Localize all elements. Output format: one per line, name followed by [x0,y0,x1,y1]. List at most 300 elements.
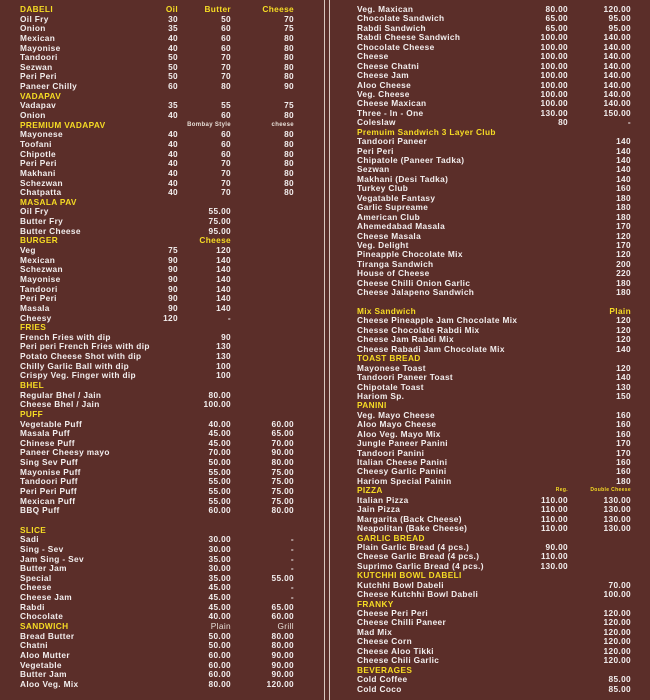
item-name: Vadapav [20,100,57,111]
item-price: 160 [616,409,631,420]
item-price: 120.00 [603,636,631,647]
item-price: 130 [216,341,231,352]
item-price: 50 [221,13,231,24]
item-price: 40 [168,138,178,149]
item-price: 45.00 [208,601,231,612]
item-price: 110.00 [540,551,568,562]
item-price: 80.00 [271,505,294,516]
item-price: 30.00 [208,534,231,545]
item-price: 140 [616,173,631,184]
item-price: 40 [168,32,178,43]
item-name: Chatpatta [20,187,62,198]
section-header [0,236,325,246]
item-price: 90 [168,293,178,304]
item-name: Onion [20,110,46,121]
item-name: Chocolate Cheese [357,41,435,52]
menu-item [0,400,325,410]
item-price: - [290,543,294,554]
item-price: 160 [616,428,631,439]
item-name: Cheese Kutchhi Bowl Dabeli [357,589,479,600]
item-name: Chesse Chocolate Rabdi Mix [357,324,480,335]
item-name: Peri peri French Fries with dip [20,341,150,352]
item-name: Cheese Jam [357,70,409,81]
item-name: Onion [20,23,46,34]
item-price: 130.00 [603,523,631,534]
item-price: 55.00 [208,495,231,506]
column-label: Double Cheese [590,487,631,494]
item-name: Sezwan [20,61,53,72]
item-name: Cheese [357,51,389,62]
column-label: Reg. [555,487,568,494]
item-price: 140.00 [603,98,631,109]
item-price: 70 [221,167,231,178]
item-price: - [290,592,294,603]
item-price: 80.00 [271,630,294,641]
section-title: KUTCHHI BOWL DABELI [357,570,462,581]
item-name: Veg. Maxican [357,4,414,14]
section-title: BEVERAGES [357,664,413,675]
item-price: 140 [216,273,231,284]
item-price: 80 [284,42,294,53]
section-title: FRANKY [357,598,394,609]
item-name: Margarita (Back Cheese) [357,513,462,524]
section-title: Premuim Sandwich 3 Layer Club [357,126,496,137]
item-name: Vegetable Puff [20,418,83,429]
item-name: Mexican Puff [20,495,76,506]
item-price: 120 [616,334,631,345]
section-title: DABELI [20,4,53,14]
item-price: 80 [284,187,294,198]
item-name: Veg [20,245,36,256]
item-price: 140.00 [603,41,631,52]
item-price: 75.00 [271,486,294,497]
item-name: Schezwan [20,264,63,275]
item-price: 70.00 [271,437,294,448]
item-name: Cheese Pineapple Jam Chocolate Mix [357,315,518,326]
item-name: Chipotale Toast [357,381,424,392]
item-price: 180 [616,211,631,222]
item-name: Crispy Veg. Finger with dip [20,370,136,381]
item-price: 140.00 [603,51,631,62]
item-name: Butter Cheese [20,225,81,236]
item-price: 100.00 [203,399,231,410]
menu-right-column [330,5,650,694]
item-price: 40 [168,158,178,169]
item-price: 130.00 [603,513,631,524]
item-name: Mayonise [20,273,61,284]
column-label: Cheese [262,4,294,14]
item-price: 90 [168,273,178,284]
section-title: VADAPAV [20,90,62,101]
item-price: 140.00 [603,88,631,99]
item-name: French Fries with dip [20,331,111,342]
item-price: 140.00 [603,60,631,71]
column-label: Butter [204,4,231,14]
item-price: 120.00 [266,678,294,689]
item-name: Makhani [20,167,56,178]
item-name: Schezwan [20,177,63,188]
item-name: Mayonese [20,129,63,140]
item-price: 60.00 [208,669,231,680]
item-name: Peri Peri [20,293,57,304]
item-name: Mayonise [20,42,61,53]
section-title: TOAST BREAD [357,353,421,364]
item-price: 80 [284,138,294,149]
item-name: Peri Peri [20,158,57,169]
column-label: cheese [271,121,294,128]
item-price: 140.00 [603,32,631,43]
item-name: Kutchhi Bowl Dabeli [357,579,444,590]
item-price: 120 [616,249,631,260]
item-name: Masala [20,302,50,313]
item-price: 35.00 [208,572,231,583]
item-price: 80 [284,61,294,72]
item-name: Cheese Chilli Onion Garlic [357,277,471,288]
item-price: 45.00 [208,428,231,439]
item-price: 120.00 [603,645,631,656]
menu-item [0,371,325,381]
item-name: Cheesy Garlic Panini [357,466,447,477]
item-price: 140 [616,155,631,165]
item-price: - [290,534,294,545]
item-price: 140 [216,283,231,294]
item-price: 100.00 [540,98,568,109]
item-price: 130 [616,381,631,392]
item-price: 70.00 [608,579,631,590]
item-name: Bread Butter [20,630,75,641]
item-price: 140 [616,164,631,175]
item-name: Veg. Cheese [357,88,410,99]
item-name: Oil Fry [20,13,49,24]
item-price: - [290,582,294,593]
item-name: Sezwan [357,164,390,175]
item-price: 70 [221,61,231,72]
item-name: Neapolitan (Bake Cheese) [357,523,468,534]
item-price: 40 [168,42,178,53]
item-price: 130.00 [603,494,631,505]
item-price: 140 [216,302,231,313]
item-name: Oil Fry [20,206,49,217]
item-price: - [290,563,294,574]
item-price: 120 [616,230,631,241]
column-label: Plain [609,306,631,316]
item-name: Sadi [20,534,39,545]
item-price: 180 [616,475,631,486]
item-price: 90 [221,331,231,342]
item-name: Cheese Chili Garlic [357,655,440,666]
item-name: Cheese Chatni [357,60,420,71]
item-price: 130.00 [540,560,568,571]
item-name: Aloo Mayo Cheese [357,419,437,430]
item-name: Aloo Veg. Mix [20,678,79,689]
item-price: 140 [216,264,231,275]
item-price: 45.00 [208,437,231,448]
item-price: 180 [616,192,631,203]
item-name: Cheese Aloo Tikki [357,645,434,656]
item-price: 80 [284,148,294,159]
item-name: Peri Peri [20,71,57,82]
menu-item [0,101,325,111]
item-price: 55.00 [271,572,294,583]
item-price: 75 [168,245,178,256]
item-name: Chilly Garlic Ball with dip [20,360,130,371]
item-price: 60 [221,32,231,43]
section-title: BURGER [20,235,59,246]
item-price: 140 [216,254,231,265]
item-name: Cheese Masala [357,230,422,241]
column-label: Bombay Style [187,121,231,128]
section-title: SANDWICH [20,621,69,631]
item-name: Rabdi Cheese Sandwich [357,32,461,43]
item-price: 160 [616,457,631,467]
item-price: 40 [168,129,178,140]
item-price: 60.00 [208,505,231,516]
spacer [0,516,325,526]
item-price: 90.00 [545,541,568,552]
item-price: 140 [616,136,631,147]
item-price: 170 [616,221,631,232]
item-price: 55.00 [208,466,231,477]
item-price: 40 [168,187,178,198]
item-name: Mexican [20,32,56,43]
item-name: Vegetable [20,659,62,670]
item-price: 80 [221,81,231,92]
item-name: Mayonise Puff [20,466,81,477]
item-price: 90 [168,302,178,313]
item-name: Cheesy [20,312,52,323]
item-price: 110.00 [540,494,568,505]
item-price: 140.00 [603,79,631,90]
item-name: Cheese Jam Rabdi Mix [357,334,454,345]
item-name: Mayonese Toast [357,362,426,373]
item-price: 100 [216,370,231,381]
item-name: Sing Sev Puff [20,457,79,468]
item-price: 100.00 [603,589,631,600]
column-label: Grill [277,621,294,631]
item-name: Italian Cheese Panini [357,457,448,467]
item-price: 80 [284,129,294,140]
item-name: Tandoori [20,283,58,294]
item-name: Cheese Maxican [357,98,427,109]
item-price: 65.00 [545,22,568,33]
item-price: 50.00 [208,630,231,641]
item-price: 160 [616,466,631,477]
item-price: 60 [221,110,231,121]
item-price: 140 [616,145,631,156]
column-label: Oil [165,4,178,14]
item-price: 50.00 [208,457,231,468]
item-price: 95.00 [608,13,631,24]
item-price: 80 [284,52,294,63]
item-name: BBQ Puff [20,505,60,516]
item-price: 55.00 [208,486,231,497]
item-price: 70 [221,158,231,169]
item-price: - [627,117,631,128]
item-price: 100.00 [540,60,568,71]
item-name: Pineapple Chocolate Mix [357,249,463,260]
item-price: 140 [616,372,631,383]
item-name: Cheese Corn [357,636,413,647]
item-price: 70 [221,52,231,63]
item-price: 70 [221,177,231,188]
item-price: 45.00 [208,582,231,593]
item-price: 200 [616,258,631,269]
item-price: 65.00 [271,428,294,439]
item-name: Cheese Garlic Bread (4 pcs.) [357,551,480,562]
item-price: 90 [168,264,178,275]
item-price: - [290,553,294,564]
item-name: Chatni [20,640,48,651]
item-name: Peri Peri [357,145,394,156]
item-name: Chinese Puff [20,437,75,448]
item-price: 80 [284,158,294,169]
item-price: 60 [221,42,231,53]
item-name: Mad Mix [357,626,393,637]
item-name: Three - In - One [357,107,424,118]
item-price: 220 [616,268,631,279]
item-price: 60.00 [271,418,294,429]
item-price: 160 [616,183,631,194]
item-price: 120 [616,315,631,326]
item-name: Jain Pizza [357,504,401,515]
item-name: Toofani [20,138,52,149]
item-price: 120.00 [603,617,631,628]
item-price: 90.00 [271,669,294,680]
item-price: 90 [284,81,294,92]
item-name: Chocolate [20,611,64,622]
item-price: 55 [221,100,231,111]
item-price: 180 [616,202,631,213]
item-name: Regular Bhel / Jain [20,389,102,400]
item-price: 80 [284,110,294,121]
item-price: 60 [221,23,231,34]
item-name: Mexican [20,254,56,265]
item-name: Potato Cheese Shot with dip [20,351,142,362]
item-price: 120 [216,245,231,256]
item-price: 95.00 [208,225,231,236]
item-name: Sing - Sev [20,543,64,554]
item-price: 180 [616,277,631,288]
item-price: 110.00 [540,504,568,515]
item-name: Plain Garlic Bread (4 pcs.) [357,541,470,552]
section-title: PUFF [20,408,44,419]
item-name: Paneer Cheesy mayo [20,447,110,458]
item-price: 75.00 [271,466,294,477]
menu-item [0,15,325,25]
section-title: FRIES [20,322,47,333]
item-price: 80.00 [208,389,231,400]
item-price: 100.00 [540,79,568,90]
section-title: PREMIUM VADAPAV [20,119,106,130]
item-price: 90.00 [271,447,294,458]
item-price: 160 [616,419,631,430]
item-name: Tandoori Paneer Toast [357,372,454,383]
item-price: 60 [221,148,231,159]
section-title: PIZZA [357,485,383,496]
item-price: 90.00 [271,659,294,670]
item-price: 50 [168,61,178,72]
item-price: 70 [221,187,231,198]
item-price: 80 [284,32,294,43]
item-price: 120.00 [603,4,631,14]
item-name: Cheese Chilli Paneer [357,617,447,628]
item-name: Aloo Veg. Mayo Mix [357,428,441,439]
item-name: Italian Pizza [357,494,409,505]
item-name: Jungle Paneer Panini [357,438,448,449]
item-name: Ahemedabad Masala [357,221,446,232]
item-name: Butter Fry [20,216,64,227]
item-name: Masala Puff [20,428,70,439]
item-price: 40.00 [208,611,231,622]
item-name: Chocolate Sandwich [357,13,445,24]
item-name: Garlic Supreame [357,202,429,213]
item-name: Tandoori [20,52,58,63]
column-label: Cheese [199,235,231,246]
item-price: 60.00 [271,611,294,622]
item-price: 90 [168,254,178,265]
item-name: Turkey Club [357,183,409,194]
item-price: 75.00 [271,476,294,487]
item-price: 100 [216,360,231,371]
item-name: Special [20,572,52,583]
menu-item [330,685,650,694]
item-name: Veg. Delight [357,239,409,250]
item-name: Aloo Cheese [357,79,412,90]
item-name: Paneer Chilly [20,81,78,92]
item-name: Veg. Mayo Cheese [357,409,435,420]
item-price: 60.00 [208,659,231,670]
item-price: 70 [221,71,231,82]
item-price: 85.00 [608,683,631,694]
item-price: 140 [216,293,231,304]
section-title: PANINI [357,400,387,411]
item-price: 55.00 [208,206,231,217]
item-name: House of Cheese [357,268,430,279]
item-price: 80 [284,71,294,82]
item-price: 60.00 [208,649,231,660]
item-price: 75.00 [208,216,231,227]
item-price: 30.00 [208,543,231,554]
item-price: 120 [163,312,178,323]
item-name: Rabdi Sandwich [357,22,426,33]
item-name: Tandoori Puff [20,476,78,487]
item-name: Aloo Mutter [20,649,70,660]
item-name: Cheese Rabadi Jam Chocolate Mix [357,343,505,354]
item-price: 40 [168,167,178,178]
item-name: Hariom Sp. [357,390,405,401]
item-price: 50 [168,52,178,63]
item-price: 40 [168,110,178,121]
item-price: 140 [616,343,631,354]
item-price: 120 [616,362,631,373]
item-name: Peri Peri Puff [20,486,78,497]
item-name: Rabdi [20,601,45,612]
item-name: Suprimo Garlic Bread (4 pcs.) [357,560,484,571]
section-title: Mix Sandwich [357,306,417,316]
item-name: Butter Jam [20,563,67,574]
item-price: 100.00 [540,70,568,81]
item-price: 50 [168,71,178,82]
item-price: 35.00 [208,553,231,564]
item-name: Tiranga Sandwich [357,258,434,269]
item-name: Tandoori Paneer [357,136,428,147]
item-name: Cheese Jam [20,592,72,603]
item-price: 60 [221,129,231,140]
item-name: Chipatole (Paneer Tadka) [357,155,465,165]
item-price: 40.00 [208,418,231,429]
item-price: 180 [616,287,631,298]
section-title: GARLIC BREAD [357,532,425,543]
